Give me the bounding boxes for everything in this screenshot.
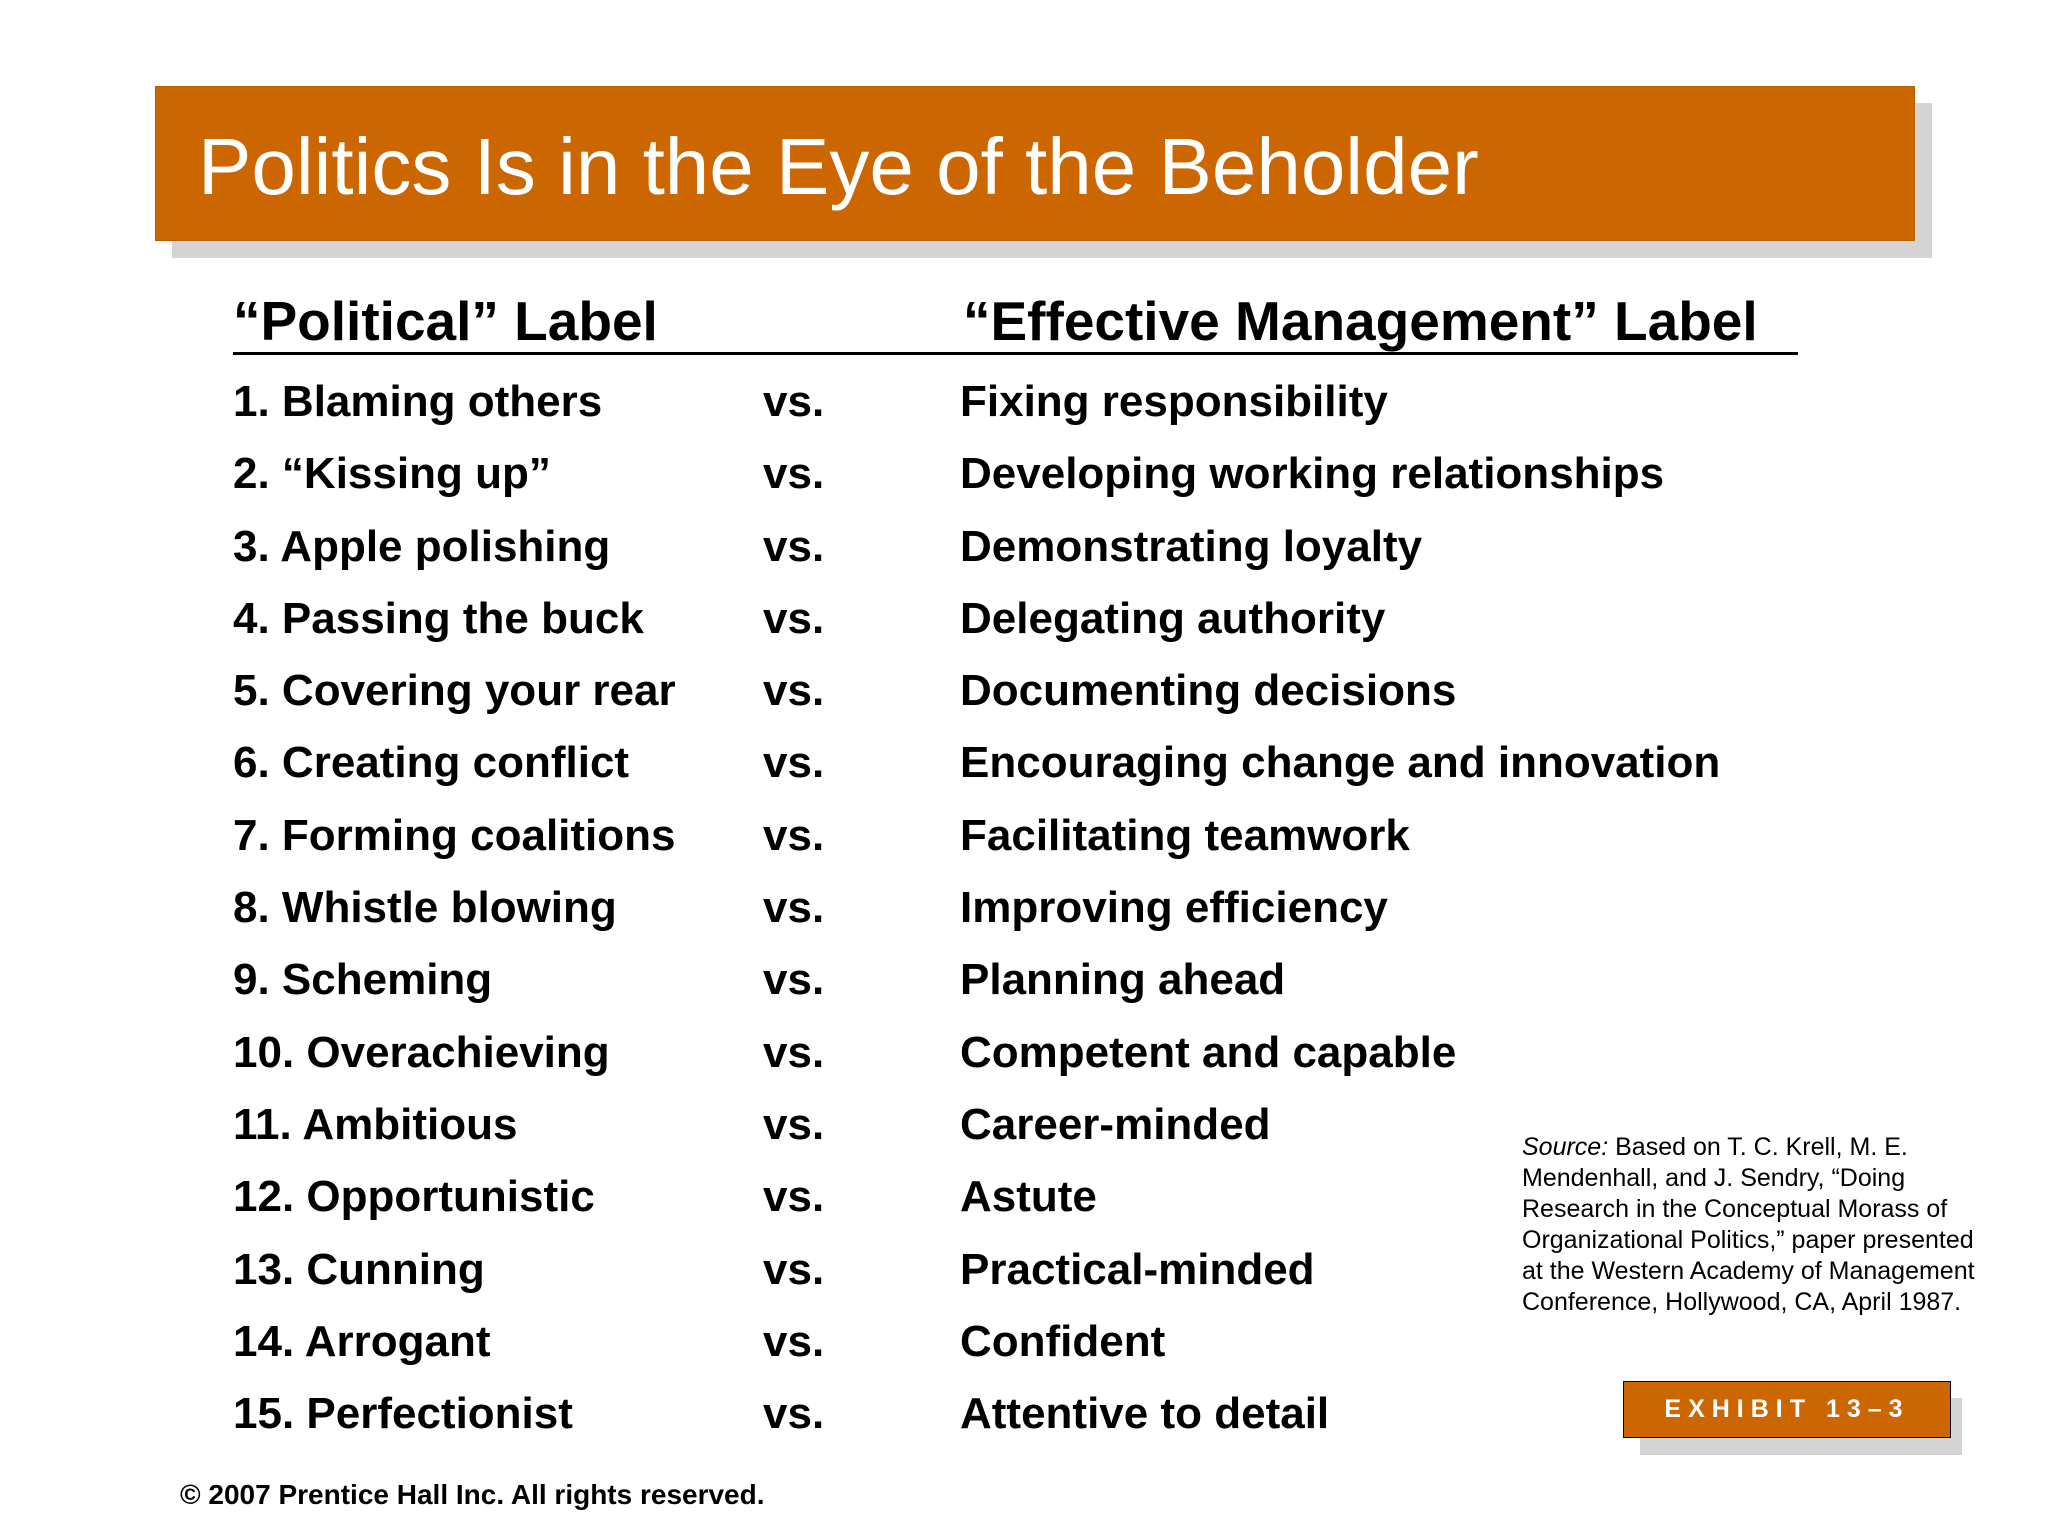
versus-connector: vs. bbox=[763, 810, 825, 860]
political-label: 7. Forming coalitions bbox=[233, 810, 676, 860]
slide-title: Politics Is in the Eye of the Beholder bbox=[198, 122, 1479, 211]
political-label: 12. Opportunistic bbox=[233, 1172, 595, 1222]
effective-label: Encouraging change and innovation bbox=[960, 738, 1721, 788]
versus-connector: vs. bbox=[763, 521, 825, 571]
political-label: 13. Cunning bbox=[233, 1244, 485, 1294]
effective-label: Attentive to detail bbox=[960, 1389, 1330, 1439]
versus-connector: vs. bbox=[763, 377, 825, 426]
political-label: 11. Ambitious bbox=[233, 1099, 518, 1149]
column-headers bbox=[233, 290, 1798, 355]
political-label: 14. Arrogant bbox=[233, 1316, 491, 1366]
versus-connector: vs. bbox=[763, 1099, 825, 1149]
versus-connector: vs. bbox=[763, 1316, 825, 1366]
source-text: Based on T. C. Krell, M. E. Mendenhall, and J. Sendry, “Doing Research in the Conceptual Morass of Organizational Politics,” paper presented at the Western Academy of Management Conference, Hollywood, CA, April 1987. bbox=[1522, 1133, 1975, 1316]
comparison-row bbox=[233, 444, 1665, 516]
effective-label: Planning ahead bbox=[960, 955, 1286, 1005]
versus-connector: vs. bbox=[763, 883, 825, 933]
source-label: Source: bbox=[1522, 1133, 1609, 1161]
effective-label: Developing working relationships bbox=[960, 449, 1665, 499]
copyright-footer: © 2007 Prentice Hall Inc. All rights reserved. bbox=[180, 1479, 765, 1510]
political-label: 1. Blaming others bbox=[233, 377, 603, 426]
comparison-row bbox=[233, 950, 1483, 1022]
comparison-row bbox=[233, 1167, 1483, 1239]
political-label: 3. Apple polishing bbox=[233, 521, 611, 571]
comparison-row bbox=[233, 517, 1483, 589]
comparison-row bbox=[233, 1312, 1483, 1384]
effective-label: Fixing responsibility bbox=[960, 377, 1388, 426]
effective-management-label-header: “Effective Management” Label bbox=[963, 290, 1758, 352]
political-label: 9. Scheming bbox=[233, 955, 493, 1005]
versus-connector: vs. bbox=[763, 738, 825, 788]
effective-label: Astute bbox=[960, 1172, 1097, 1222]
effective-label: Facilitating teamwork bbox=[960, 810, 1410, 860]
source-citation bbox=[1522, 1132, 1992, 1318]
political-label: 2. “Kissing up” bbox=[233, 449, 551, 499]
versus-connector: vs. bbox=[763, 449, 825, 499]
political-label: 5. Covering your rear bbox=[233, 666, 676, 716]
effective-label: Delegating authority bbox=[960, 593, 1386, 643]
political-label: 10. Overachieving bbox=[233, 1027, 610, 1077]
effective-label: Confident bbox=[960, 1316, 1166, 1366]
comparison-row bbox=[233, 589, 1483, 661]
versus-connector: vs. bbox=[763, 593, 825, 643]
versus-connector: vs. bbox=[763, 955, 825, 1005]
comparison-row bbox=[233, 806, 1483, 878]
political-label: 15. Perfectionist bbox=[233, 1389, 573, 1439]
comparison-row bbox=[233, 1384, 1483, 1456]
political-label-header: “Political” Label bbox=[233, 290, 658, 352]
political-label: 8. Whistle blowing bbox=[233, 883, 617, 933]
comparison-row bbox=[233, 1240, 1483, 1312]
political-label: 4. Passing the buck bbox=[233, 593, 644, 643]
comparison-row bbox=[233, 1095, 1483, 1167]
versus-connector: vs. bbox=[763, 1027, 825, 1077]
versus-connector: vs. bbox=[763, 1244, 825, 1294]
comparison-row bbox=[233, 372, 1483, 444]
effective-label: Documenting decisions bbox=[960, 666, 1457, 716]
versus-connector: vs. bbox=[763, 666, 825, 716]
effective-label: Career-minded bbox=[960, 1099, 1271, 1149]
versus-connector: vs. bbox=[763, 1389, 825, 1439]
effective-label: Competent and capable bbox=[960, 1027, 1457, 1077]
comparison-row bbox=[233, 661, 1483, 733]
comparison-row bbox=[233, 1023, 1483, 1095]
versus-connector: vs. bbox=[763, 1172, 825, 1222]
effective-label: Improving efficiency bbox=[960, 883, 1388, 933]
effective-label: Practical-minded bbox=[960, 1244, 1315, 1294]
effective-label: Demonstrating loyalty bbox=[960, 521, 1423, 571]
comparison-row bbox=[233, 733, 1721, 805]
political-label: 6. Creating conflict bbox=[233, 738, 630, 788]
exhibit-badge: EXHIBIT 13–3 bbox=[1623, 1381, 1951, 1438]
title-bar bbox=[155, 86, 1915, 241]
comparison-row bbox=[233, 878, 1483, 950]
